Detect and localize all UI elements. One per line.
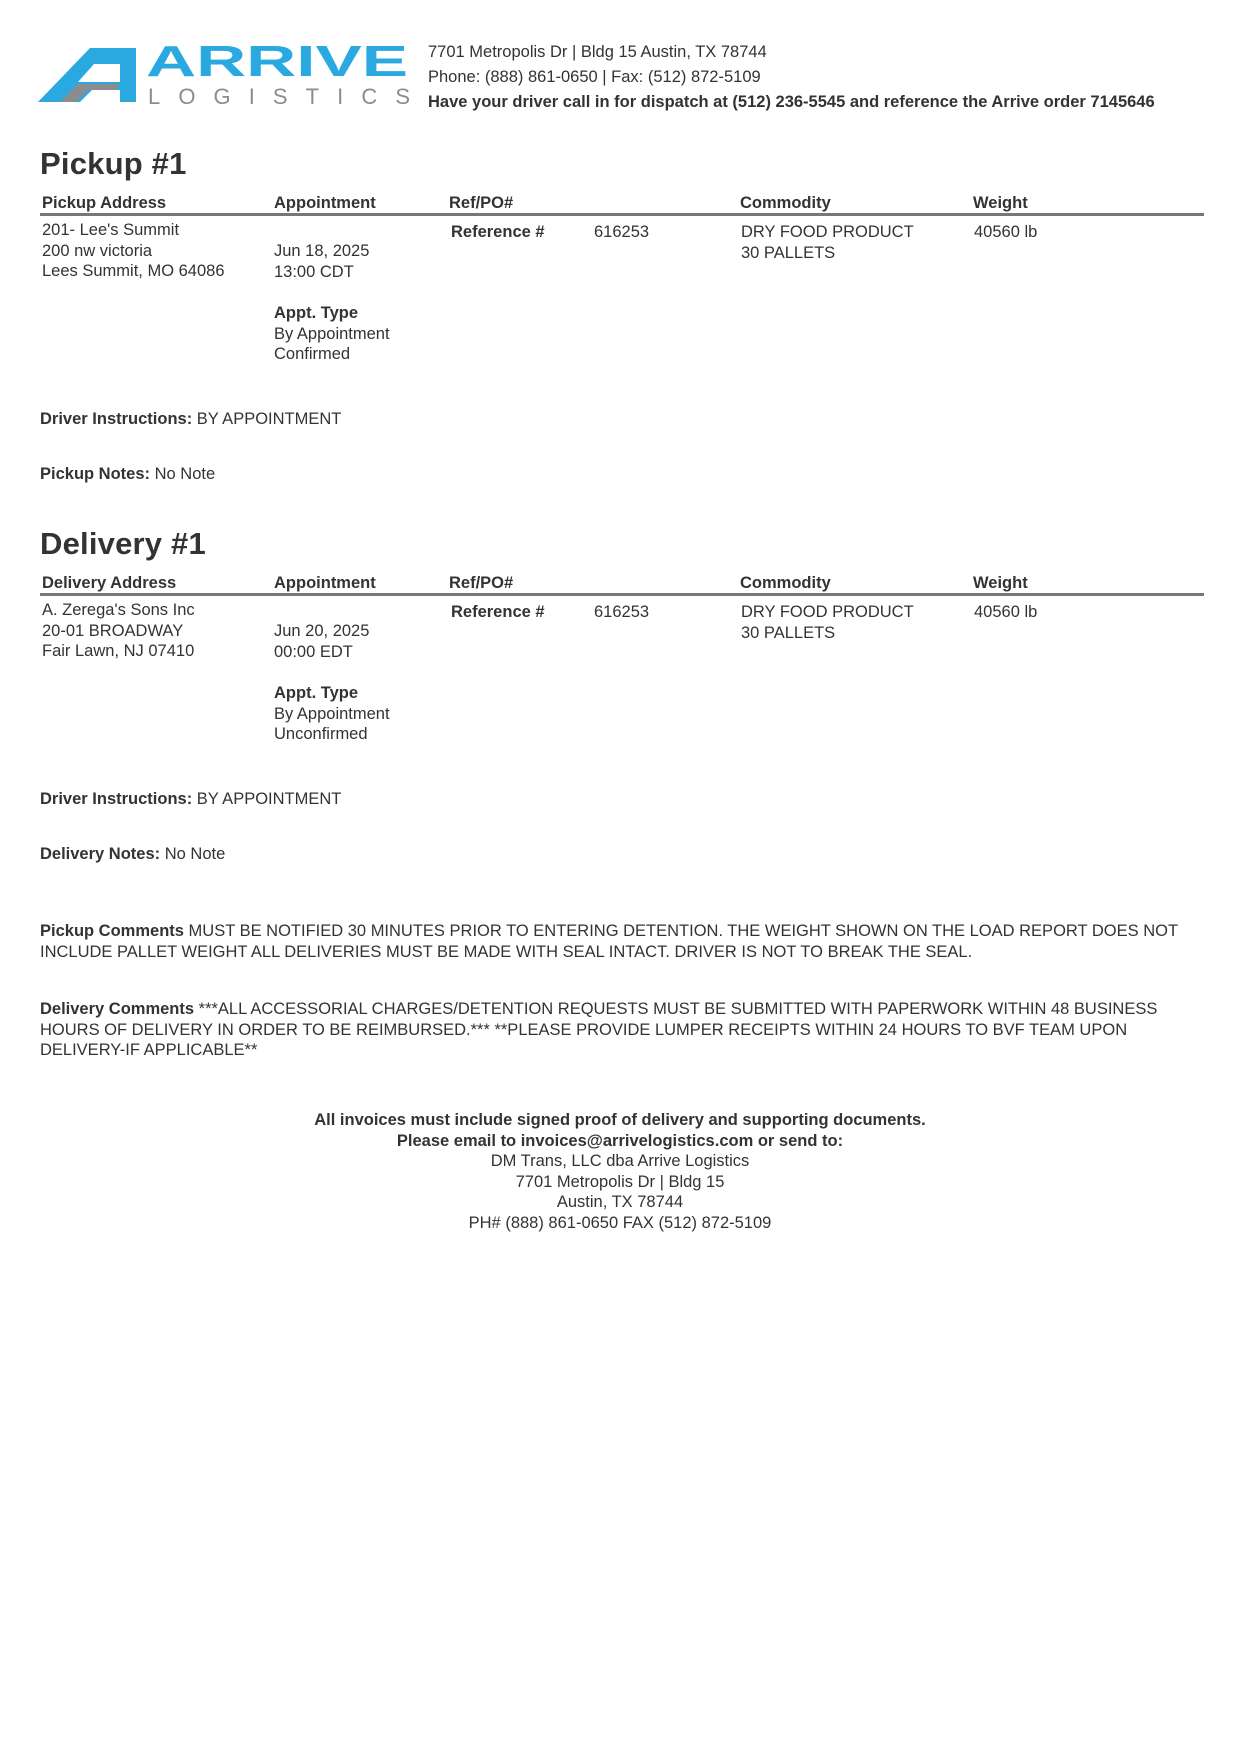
pickup-table [40,192,1204,406]
delivery-address [42,600,195,662]
delivery-appt-type: By Appointment [274,704,390,723]
footer-street: 7701 Metropolis Dr | Bldg 15 [515,1172,725,1191]
pickup-appt-type: By Appointment [274,324,390,343]
pickup-comments-text: MUST BE NOTIFIED 30 MINUTES PRIOR TO ENTERING DETENTION. THE WEIGHT SHOWN ON THE LOAD REPORT DOES NOT INCLUDE PALLET WEIGHT ALL DELIVERIES MUST BE MADE WITH SEAL INTACT. DRIVER IS NOT TO BREAK THE SEAL. [40,922,1178,961]
pickup-notes [40,465,215,484]
pickup-appointment-time: 13:00 CDT [274,262,354,281]
col-header-appointment: Appointment [274,194,376,212]
pickup-address-line: 200 nw victoria [42,241,153,260]
pickup-appt-status: Confirmed [274,345,351,363]
delivery-comments-label: Delivery Comments [40,1000,195,1018]
pickup-pallets: 30 PALLETS [741,243,836,262]
pickup-appointment [274,241,390,365]
pickup-address [42,220,225,282]
delivery-title: Delivery #1 [40,526,206,561]
col-header-commodity: Commodity [740,194,831,212]
delivery-section [40,526,1204,786]
dispatch-instruction: Have your driver call in for dispatch at (512) 236-5545 and reference the Arrive order 7145646 [428,93,1155,111]
delivery-weight: 40560 lb [974,603,1038,621]
header-contact-info [428,40,1155,115]
delivery-pallets: 30 PALLETS [741,623,836,642]
footer-company: DM Trans, LLC dba Arrive Logistics [490,1152,750,1170]
logo-text-logistics: LOGISTICS [148,84,410,109]
invoice-email-instruction: Please email to invoices@arrivelogistics.com or send to: [396,1131,844,1150]
delivery-table-row [40,596,1204,786]
delivery-appt-type-label: Appt. Type [274,684,359,702]
delivery-notes-label: Delivery Notes: [40,845,161,863]
pickup-driver-instructions [40,410,341,429]
invoice-footer [0,1110,1240,1233]
col-header-weight: Weight [973,574,1028,592]
col-header-address: Delivery Address [42,574,177,592]
col-header-ref: Ref/PO# [449,194,514,212]
delivery-appt-status: Unconfirmed [274,725,368,743]
arrive-logistics-logo [38,40,410,110]
pickup-address-line: Lees Summit, MO 64086 [42,262,225,280]
col-header-weight: Weight [973,194,1028,212]
delivery-driver-instructions [40,790,341,809]
delivery-appointment [274,621,390,745]
delivery-notes-value: No Note [164,845,226,863]
invoice-requirement: All invoices must include signed proof of delivery and supporting documents. [314,1111,926,1129]
delivery-appointment-date: Jun 20, 2025 [274,622,370,640]
pickup-comments [40,921,1204,962]
delivery-commodity-name: DRY FOOD PRODUCT [741,603,914,621]
delivery-appointment-time: 00:00 EDT [274,642,353,661]
pickup-appt-type-label: Appt. Type [274,304,359,322]
col-header-ref: Ref/PO# [449,574,514,592]
pickup-weight: 40560 lb [974,223,1038,241]
company-address: 7701 Metropolis Dr | Bldg 15 Austin, TX 78744 [428,43,767,61]
logo-text-arrive: ARRIVE [146,40,408,86]
pickup-address-line: 201- Lee's Summit [42,221,180,239]
delivery-comments [40,999,1204,1061]
pickup-commodity-name: DRY FOOD PRODUCT [741,223,914,241]
pickup-notes-label: Pickup Notes: [40,465,151,483]
col-header-address: Pickup Address [42,194,167,212]
pickup-section [40,146,1204,406]
pickup-commodity [741,222,914,263]
delivery-commodity [741,602,914,643]
pickup-ref-value: 616253 [594,223,650,241]
delivery-ref-value: 616253 [594,603,650,621]
delivery-driver-instructions-label: Driver Instructions: [40,790,193,808]
delivery-comments-text: ***ALL ACCESSORIAL CHARGES/DETENTION REQUESTS MUST BE SUBMITTED WITH PAPERWORK WITHIN 48 BUSINESS HOURS OF DELIVERY IN ORDER TO BE REIMBURSED.*** **PLEASE PROVIDE LUMPER RECEIPTS WITHIN 24 HOURS TO BVF TEAM UPON DELIVERY-IF APPLICABLE** [40,1000,1158,1059]
footer-phone: PH# (888) 861-0650 FAX (512) 872-5109 [468,1213,772,1232]
delivery-address-line: 20-01 BROADWAY [42,621,184,640]
col-header-appointment: Appointment [274,574,376,592]
delivery-table [40,572,1204,786]
pickup-table-header [40,192,1204,216]
pickup-driver-instructions-label: Driver Instructions: [40,410,193,428]
pickup-ref-label: Reference # [451,223,545,241]
delivery-notes [40,845,225,864]
pickup-driver-instructions-value: BY APPOINTMENT [196,410,342,428]
delivery-table-header [40,572,1204,596]
delivery-ref-label: Reference # [451,603,545,621]
pickup-table-row [40,216,1204,406]
footer-city: Austin, TX 78744 [556,1193,684,1211]
pickup-title: Pickup #1 [40,146,187,181]
delivery-address-line: Fair Lawn, NJ 07410 [42,642,195,660]
delivery-address-line: A. Zerega's Sons Inc [42,601,195,619]
pickup-appointment-date: Jun 18, 2025 [274,242,370,260]
company-phone: Phone: (888) 861-0650 | Fax: (512) 872-5109 [428,68,761,86]
pickup-notes-value: No Note [154,465,216,483]
col-header-commodity: Commodity [740,574,831,592]
delivery-driver-instructions-value: BY APPOINTMENT [196,790,342,808]
pickup-comments-label: Pickup Comments [40,922,184,940]
